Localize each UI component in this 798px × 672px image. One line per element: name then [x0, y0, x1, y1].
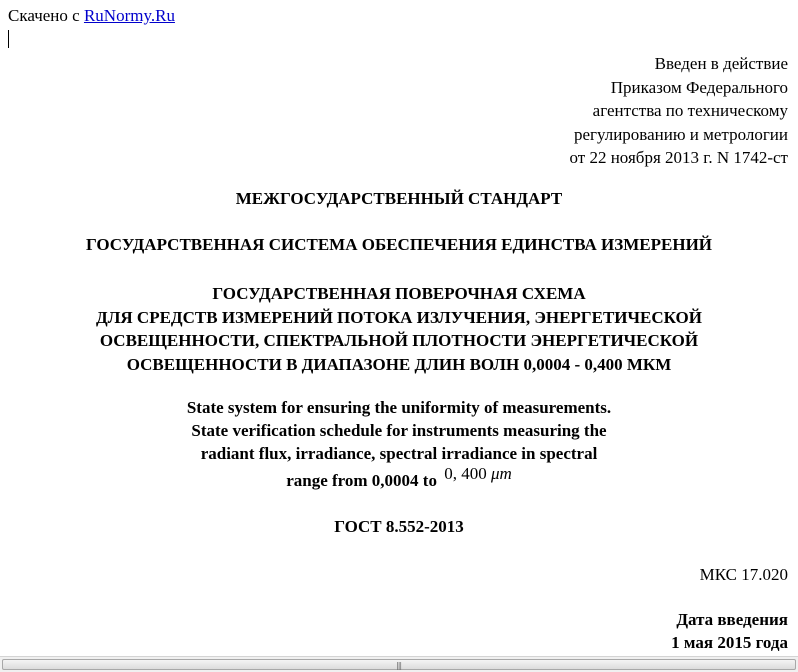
horizontal-scrollbar[interactable]: [0, 656, 798, 672]
scrollbar-thumb[interactable]: [2, 659, 796, 670]
approval-line: Введен в действие: [654, 54, 788, 73]
standard-type-heading: МЕЖГОСУДАРСТВЕННЫЙ СТАНДАРТ: [235, 189, 563, 208]
english-title-line: State verification schedule for instruments measuring the: [191, 421, 607, 440]
gost-number: ГОСТ 8.552-2013: [334, 517, 464, 536]
source-link[interactable]: RuNormy.Ru: [83, 6, 175, 25]
introduction-date: 1 мая 2015 года: [671, 633, 788, 652]
schedule-heading-line: ДЛЯ СРЕДСТВ ИЗМЕРЕНИЙ ПОТОКА ИЗЛУЧЕНИЯ, ЭНЕРГЕТИЧЕСКОЙ: [96, 307, 702, 327]
wavelength-value: 0, 400: [444, 464, 487, 483]
approval-line: Приказом Федерального: [610, 77, 788, 97]
source-prefix: Скачено с: [8, 6, 84, 25]
english-title-range-text: range from 0,0004 to: [286, 471, 437, 490]
english-title-line: State system for ensuring the uniformity of measurements.: [186, 398, 612, 417]
wavelength-formula: [444, 464, 512, 483]
approval-line: от 22 ноября 2013 г. N 1742-ст: [569, 148, 788, 167]
mks-code: МКС 17.020: [699, 565, 788, 584]
approval-line: агентства по техническому: [592, 101, 788, 120]
english-title-line-last: [0, 464, 798, 492]
english-title: [0, 396, 798, 492]
approval-block: [570, 52, 789, 170]
wavelength-unit: μm: [490, 464, 512, 483]
approval-line: регулированию и метрологии: [573, 124, 788, 144]
system-heading: ГОСУДАРСТВЕННАЯ СИСТЕМА ОБЕСПЕЧЕНИЯ ЕДИНСТВА ИЗМЕРЕНИЙ: [85, 235, 713, 254]
scrollbar-grip-icon: |||: [396, 661, 402, 670]
introduction-label: Дата введения: [676, 610, 788, 629]
text-cursor: [8, 30, 9, 48]
schedule-heading-line: ОСВЕЩЕННОСТИ В ДИАПАЗОНЕ ДЛИН ВОЛН 0,0004 - 0,400 МКМ: [126, 354, 672, 374]
schedule-heading: [0, 282, 798, 376]
source-line: [8, 6, 175, 26]
schedule-heading-line: ГОСУДАРСТВЕННАЯ ПОВЕРОЧНАЯ СХЕМА: [212, 284, 586, 303]
english-title-line: radiant flux, irradiance, spectral irradiance in spectral: [200, 444, 598, 463]
schedule-heading-line: ОСВЕЩЕННОСТИ, СПЕКТРАЛЬНОЙ ПЛОТНОСТИ ЭНЕРГЕТИЧЕСКОЙ: [99, 331, 699, 350]
introduction-date-block: [671, 608, 788, 654]
